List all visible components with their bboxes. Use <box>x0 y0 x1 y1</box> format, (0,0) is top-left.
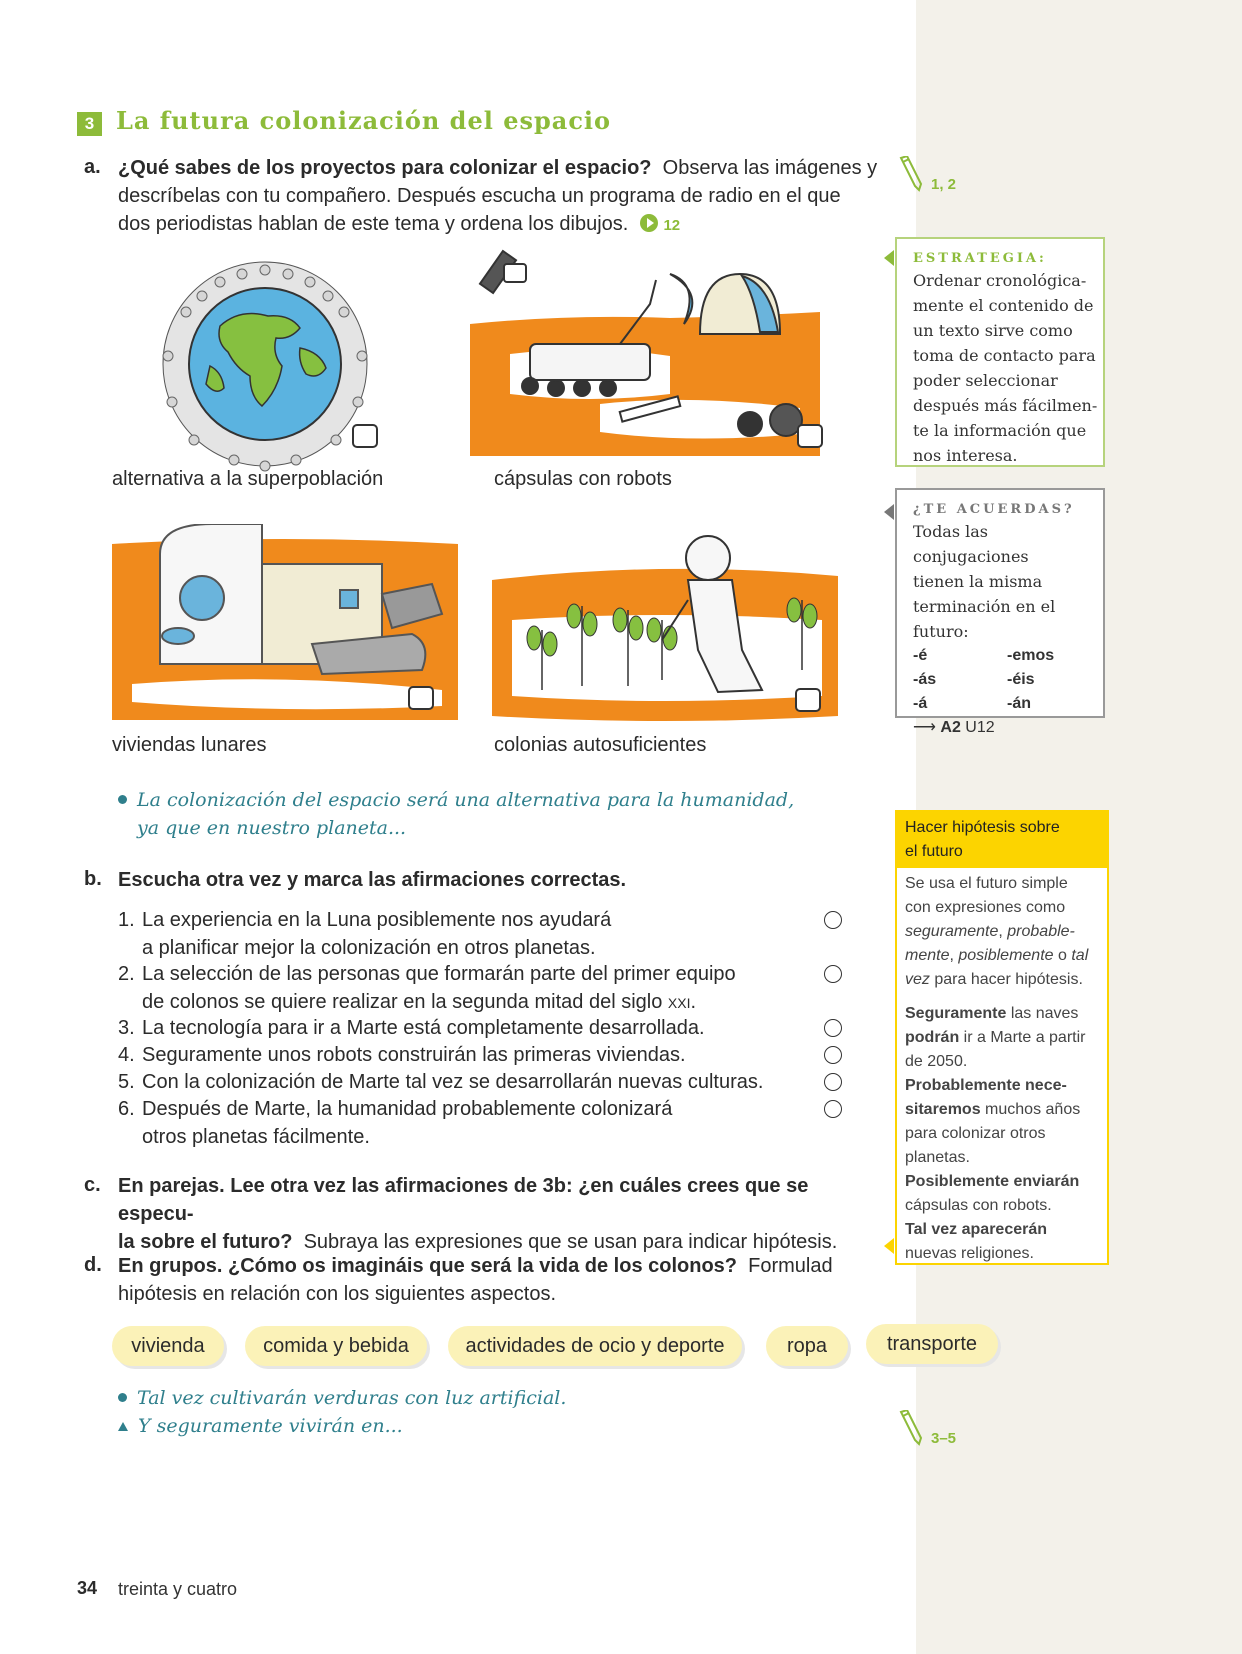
estrategia-box: ESTRATEGIA: Ordenar cronológica- mente el contenido de un texto sirve como toma de contacto para poder seleccionar después más fácilmen- te la información que nos interesa. <box>895 237 1105 467</box>
bullet-triangle-icon <box>118 1422 128 1431</box>
topic-pill-comida[interactable]: comida y bebida <box>245 1326 427 1366</box>
acuerdas-pointer <box>884 504 894 520</box>
exercise-b-instruction: Escucha otra vez y marca las afirmaciones correctas. <box>118 869 627 891</box>
statement-1-checkbox[interactable] <box>824 911 842 929</box>
exercise-c-text: En parejas. Lee otra vez las afirmaciones de 3b: ¿en cuáles crees que se especu- la sobre el futuro? Subraya las expresiones que se usan para indicar hipótesis. <box>118 1175 838 1253</box>
audio-play-icon[interactable] <box>640 214 658 232</box>
exercise-d-text: En grupos. ¿Cómo os imagináis que será la vida de los colonos? Formulad hipótesis en relación con los siguientes aspectos. <box>118 1255 833 1305</box>
estrategia-text: Ordenar cronológica- mente el contenido de un texto sirve como toma de contacto para poder seleccionar después más fácilmen- te la información que nos interesa. <box>913 271 1098 465</box>
pencil-icon <box>897 156 923 192</box>
audio-track-number[interactable]: 12 <box>663 217 681 234</box>
exercise-a-instruction: Observa las imágenes y descríbelas con tu compañero. Después escucha un programa de radio en el que dos periodistas hablan de este tema y ordena los dibujos. <box>118 157 878 235</box>
workbook-ref-bottom: 3–5 <box>931 1430 957 1447</box>
hipotesis-title: Hacer hipótesis sobre el futuro <box>897 812 1107 868</box>
topic-pill-transporte[interactable]: transporte <box>866 1324 998 1364</box>
statement-6-checkbox[interactable] <box>824 1100 842 1118</box>
topic-pill-vivienda[interactable]: vivienda <box>112 1326 224 1366</box>
bullet-dot-icon <box>118 1393 127 1402</box>
statement-5: 5. Con la colonización de Marte tal vez se desarrollarán nuevas culturas. <box>118 1071 764 1093</box>
exercise-a-question: ¿Qué sabes de los proyectos para colonizar el espacio? <box>118 157 652 179</box>
pencil-icon <box>897 1410 923 1446</box>
hipotesis-body: Se usa el futuro simple con expresiones como seguramente, probable- mente, posiblemente o tal vez para hacer hipótesis. Seguramente las naves podrán ir a Marte a partir de 2050. Probablemente nece- sitaremos muchos años para colonizar otros planetas. Posiblemente enviarán cápsulas con robots. Tal vez aparecerán nuevas religiones. <box>905 875 1089 1262</box>
example-a: La colonización del espacio será una alternativa para la humanidad, ya que en nuestro planeta... <box>118 786 794 842</box>
exercise-d-letter: d. <box>84 1254 102 1276</box>
acuerdas-ref: ⟶ A2 U12 <box>913 719 995 736</box>
statement-1: 1. La experiencia en la Luna posiblemente nos ayudará a planificar mejor la colonización en otros planetas. <box>118 909 612 959</box>
workbook-ref-top: 1, 2 <box>931 176 957 193</box>
caption-3: viviendas lunares <box>112 734 267 756</box>
page-number: 34 <box>77 1578 98 1598</box>
caption-2: cápsulas con robots <box>494 468 672 490</box>
statement-3-checkbox[interactable] <box>824 1019 842 1037</box>
exercise-a-text <box>118 154 878 240</box>
colonies-illustration <box>492 520 840 722</box>
exercise-a-letter: a. <box>84 156 101 178</box>
hipotesis-box <box>895 810 1109 1265</box>
statement-2-checkbox[interactable] <box>824 965 842 983</box>
robots-illustration <box>470 244 822 456</box>
future-endings-table: -é -emos -ás -éis -á -án <box>913 647 1055 712</box>
statement-5-checkbox[interactable] <box>824 1073 842 1091</box>
order-checkbox-4[interactable] <box>795 688 821 712</box>
order-checkbox-1[interactable] <box>352 424 378 448</box>
exercise-c-letter: c. <box>84 1174 101 1196</box>
order-checkbox-3[interactable] <box>408 686 434 710</box>
page-number-words: treinta y cuatro <box>118 1579 238 1599</box>
exercise-b-letter: b. <box>84 868 102 890</box>
example-d: Tal vez cultivarán verduras con luz artificial. Y seguramente vivirán en... <box>118 1384 566 1440</box>
order-checkbox-2[interactable] <box>797 424 823 448</box>
section-title: La futura colonización del espacio <box>116 106 612 135</box>
topic-pill-ropa[interactable]: ropa <box>766 1326 848 1366</box>
estrategia-pointer <box>884 250 894 266</box>
earth-people-illustration <box>150 256 380 476</box>
topic-pill-ocio[interactable]: actividades de ocio y deporte <box>448 1326 742 1366</box>
statement-2: 2. La selección de las personas que formarán parte del primer equipo de colonos se quiere realizar en la segunda mitad del siglo XXI. <box>118 963 736 1013</box>
caption-4: colonias autosuficientes <box>494 734 707 756</box>
section-number: 3 <box>77 112 102 136</box>
statement-3: 3. La tecnología para ir a Marte está completamente desarrollada. <box>118 1017 705 1039</box>
acuerdas-box: ¿TE ACUERDAS? Todas las conjugaciones tienen la misma terminación en el futuro: -é -emos -ás -éis -á -án ⟶ A2 U12 <box>895 488 1105 718</box>
bullet-dot-icon <box>118 795 127 804</box>
statement-4: 4. Seguramente unos robots construirán las primeras viviendas. <box>118 1044 686 1066</box>
statement-6: 6. Después de Marte, la humanidad probablemente colonizará otros planetas fácilmente. <box>118 1098 673 1148</box>
hipotesis-pointer <box>884 1238 894 1254</box>
arrow-right-icon: ⟶ <box>913 719 936 736</box>
caption-1: alternativa a la superpoblación <box>112 468 384 490</box>
statement-4-checkbox[interactable] <box>824 1046 842 1064</box>
